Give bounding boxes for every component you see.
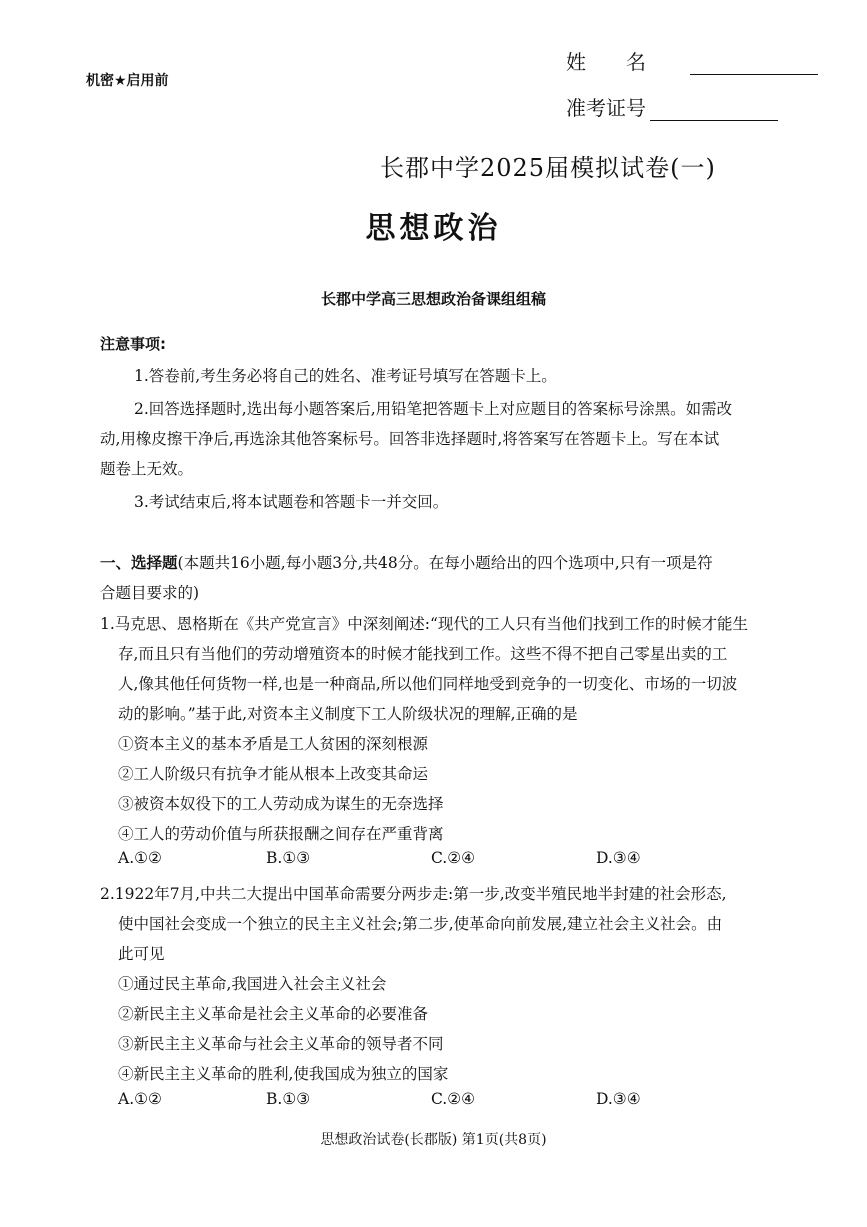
question-2-option-a[interactable]: A.①② — [118, 1090, 162, 1108]
question-2-statement-2: ②新民主主义革命是社会主义革命的必要准备 — [118, 1005, 429, 1023]
exam-id-blank[interactable] — [650, 98, 778, 121]
question-1 — [100, 609, 800, 849]
exam-id-field — [566, 92, 778, 121]
confidential-mark: 机密★启用前 — [86, 73, 169, 89]
question-2-options — [118, 1090, 758, 1120]
section-title: 一、选择题 — [100, 553, 178, 572]
section-desc-line-1: (本题共16小题,每小题3分,共48分。在每小题给出的四个选项中,只有一项是符 — [177, 554, 713, 572]
subject-title: 思想政治 — [365, 211, 502, 246]
notice-heading: 注意事项: — [100, 335, 166, 353]
question-1-option-b[interactable]: B.①③ — [266, 849, 311, 867]
question-2-statement-4: ④新民主主义革命的胜利,使我国成为独立的国家 — [118, 1065, 449, 1083]
notice-item-1: 1.答卷前,考生务必将自己的姓名、准考证号填写在答题卡上。 — [134, 367, 557, 385]
notice-item-2-line-2: 动,用橡皮擦干净后,再选涂其他答案标号。回答非选择题时,将答案写在答题卡上。写在本试 — [100, 430, 720, 448]
question-1-option-d[interactable]: D.③④ — [596, 849, 641, 867]
question-1-line-1: 1.马克思、恩格斯在《共产党宣言》中深刻阐述:“现代的工人只有当他们找到工作的时候才能生 — [100, 615, 748, 633]
question-2-option-b[interactable]: B.①③ — [266, 1090, 311, 1108]
question-2-line-3: 此可见 — [118, 945, 165, 963]
question-2-statement-1: ①通过民主革命,我国进入社会主义社会 — [118, 975, 387, 993]
question-1-option-a[interactable]: A.①② — [118, 849, 162, 867]
question-1-statement-4: ④工人的劳动价值与所获报酬之间存在严重背离 — [118, 825, 444, 843]
question-1-line-3: 人,像其他任何货物一样,也是一种商品,所以他们同样地受到竞争的一切变化、市场的一切波 — [118, 675, 738, 693]
question-2-option-d[interactable]: D.③④ — [596, 1090, 641, 1108]
exam-id-label: 准考证号 — [566, 96, 646, 120]
section-heading — [100, 548, 800, 608]
question-2-line-2: 使中国社会变成一个独立的民主主义社会;第二步,使革命向前发展,建立社会主义社会。由 — [118, 915, 723, 933]
exam-title: 长郡中学2025届模拟试卷(一) — [380, 154, 716, 182]
question-2-option-c[interactable]: C.②④ — [431, 1090, 476, 1108]
name-label: 姓名 — [566, 50, 686, 74]
page-footer: 思想政治试卷(长郡版) 第1页(共8页) — [320, 1132, 547, 1148]
name-blank[interactable] — [690, 52, 818, 75]
section-desc-line-2: 合题目要求的) — [100, 584, 200, 602]
question-1-line-2: 存,而且只有当他们的劳动增殖资本的时候才能找到工作。这些不得不把自己零星出卖的工 — [118, 645, 728, 663]
question-2-statement-3: ③新民主主义革命与社会主义革命的领导者不同 — [118, 1035, 444, 1053]
question-1-statement-2: ②工人阶级只有抗争才能从根本上改变其命运 — [118, 765, 429, 783]
notice-item-2-line-3: 题卷上无效。 — [100, 460, 194, 478]
compiler-line: 长郡中学高三思想政治备课组组稿 — [320, 290, 546, 308]
question-1-option-c[interactable]: C.②④ — [431, 849, 476, 867]
question-1-statement-3: ③被资本奴役下的工人劳动成为谋生的无奈选择 — [118, 795, 444, 813]
notice-item-3: 3.考试结束后,将本试题卷和答题卡一并交回。 — [134, 493, 449, 511]
question-1-options — [118, 849, 758, 879]
question-2 — [100, 879, 800, 1089]
question-2-line-1: 2.1922年7月,中共二大提出中国革命需要分两步走:第一步,改变半殖民地半封建的社会形态, — [100, 885, 727, 903]
notice-item-2-line-1: 2.回答选择题时,选出每小题答案后,用铅笔把答题卡上对应题目的答案标号涂黑。如需改 — [134, 400, 733, 418]
question-1-statement-1: ①资本主义的基本矛盾是工人贫困的深刻根源 — [118, 735, 429, 753]
name-field — [566, 46, 818, 75]
question-1-line-4: 动的影响。”基于此,对资本主义制度下工人阶级状况的理解,正确的是 — [118, 705, 578, 723]
notice-items — [100, 361, 790, 517]
